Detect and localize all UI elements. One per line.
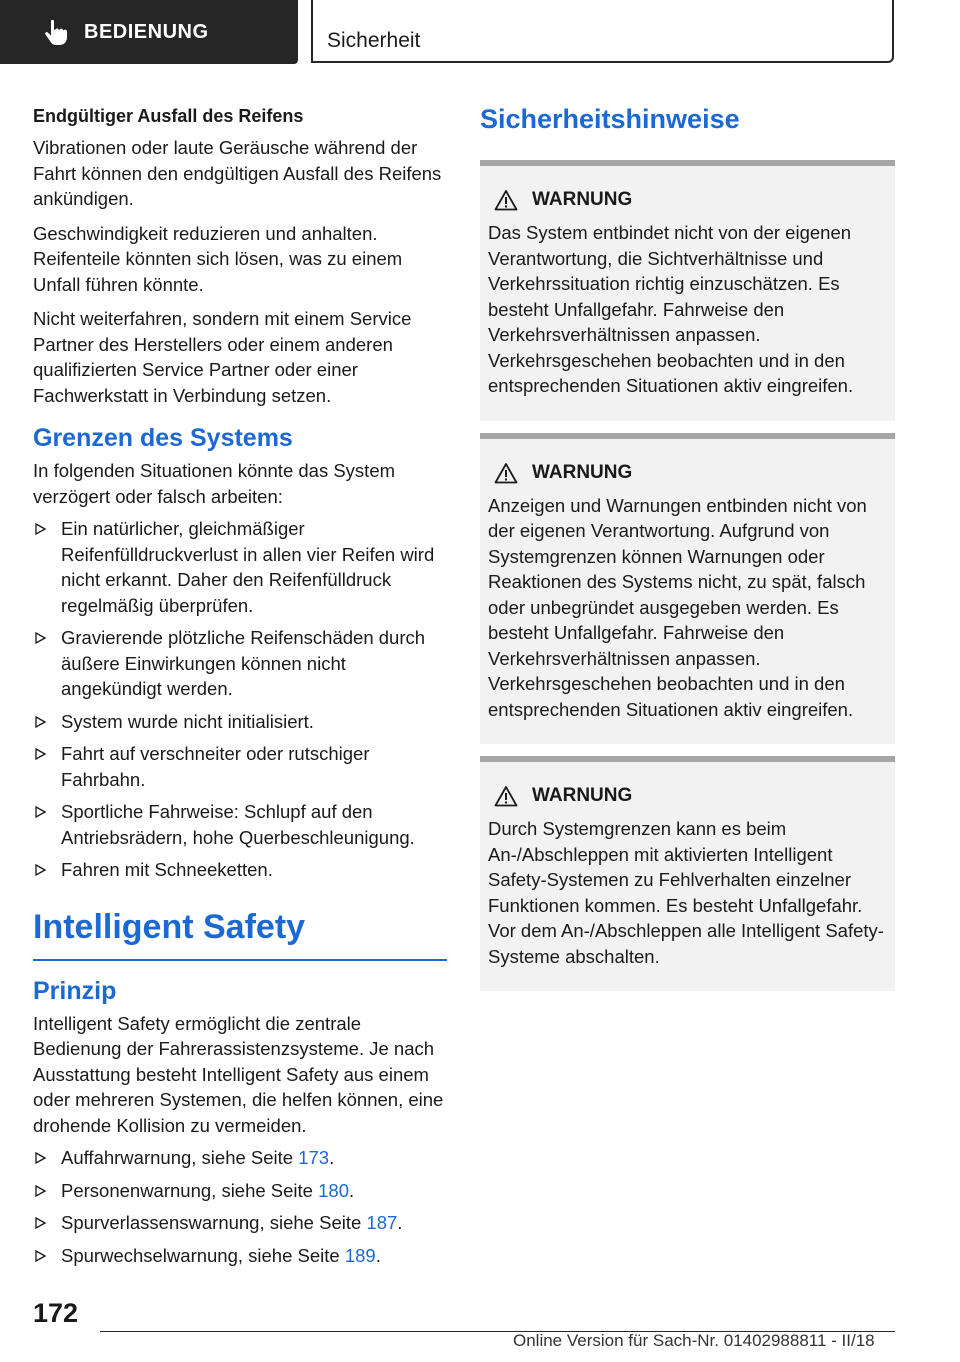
warning-triangle-icon <box>494 189 518 211</box>
chapter-tab-label: BEDIENUNG <box>84 20 209 43</box>
limits-heading: Grenzen des Systems <box>33 424 293 452</box>
page-link[interactable]: 189 <box>344 1244 376 1266</box>
triangle-bullet-icon <box>35 523 46 535</box>
list-item: Auffahrwarnung, siehe Seite 173. <box>33 1145 447 1171</box>
list-item: Ein natürlicher, gleichmäßiger Reifenfülldruckverlust in allen vier Reifen wird nicht erkannt. Daher den Reifenfülldruck regelmäßig überprüfen. <box>33 516 447 618</box>
warning-triangle-icon <box>494 462 518 484</box>
section-title: Sicherheit <box>327 29 421 52</box>
list-item: Gravierende plötzliche Reifenschäden durch äußere Einwirkungen können nicht angekündigt werden. <box>33 625 447 702</box>
failure-paragraph-3: Nicht weiterfahren, sondern mit einem Service Partner des Herstellers oder einem anderen qualifizierten Service Partner oder einer Fachwerkstatt in Verbindung setzen. <box>33 308 412 406</box>
left-column <box>33 104 447 1275</box>
warning-triangle-icon <box>494 785 518 807</box>
failure-paragraph-2: Geschwindigkeit reduzieren und anhalten. Reifenteile könnten sich lösen, was zu einem Unfall führen könnte. <box>33 222 403 295</box>
footer-online-version: Online Version für Sach-Nr. 01402988811 - II/18 <box>513 1331 875 1350</box>
warning-box <box>480 160 895 421</box>
triangle-bullet-icon <box>35 632 46 644</box>
warning-box <box>480 756 895 991</box>
failure-paragraph-1: Vibrationen oder laute Geräusche während der Fahrt können den endgültigen Ausfall des Reifens ankündigen. <box>33 137 442 209</box>
list-item: Sportliche Fahrweise: Schlupf auf den Antriebsrädern, hohe Querbeschleunigung. <box>33 799 447 850</box>
chapter-tab[interactable] <box>0 0 298 64</box>
warning-label: WARNUNG <box>532 189 633 210</box>
section-header <box>311 0 894 63</box>
triangle-bullet-icon <box>35 716 46 728</box>
limits-intro: In folgenden Situationen könnte das System verzögert oder falsch arbeiten: <box>33 460 396 507</box>
warning-label: WARNUNG <box>532 461 633 483</box>
right-column <box>480 100 895 1003</box>
list-item: System wurde nicht initialisiert. <box>33 709 447 735</box>
list-item: Spurverlassenswarnung, siehe Seite 187. <box>33 1210 447 1236</box>
hand-pointer-icon <box>40 17 70 47</box>
list-item: Fahren mit Schneeketten. <box>33 857 447 883</box>
triangle-bullet-icon <box>35 1185 46 1197</box>
reference-list <box>33 1145 447 1268</box>
list-item: Spurwechselwarnung, siehe Seite 189. <box>33 1243 447 1269</box>
failure-title: Endgültiger Ausfall des Reifens <box>33 106 304 126</box>
limits-list <box>33 516 447 883</box>
list-item: Personenwarnung, siehe Seite 180. <box>33 1178 447 1204</box>
warning-text: Anzeigen und Warnungen entbinden nicht von der eigenen Verantwortung. Aufgrund von Systemgrenzen können Warnungen oder Reaktionen des Systems nicht, zu spät, falsch oder unbegründet ausgegeben werden. Es besteht Unfallgefahr. Fahrweise den Verkehrsverhältnissen anpassen. Verkehrsgeschehen beobachten und in den entsprechenden Situationen aktiv eingreifen. <box>488 494 867 720</box>
triangle-bullet-icon <box>35 1152 46 1164</box>
warning-text: Das System entbindet nicht von der eigenen Verantwortung, die Sichtverhältnisse und Verkehrssituation richtig einzuschätzen. Es besteht Unfallgefahr. Fahrweise den Verkehrsverhältnissen anpassen. Verkehrsgeschehen beobachten und in den entsprechenden Situationen aktiv eingreifen. <box>488 222 854 396</box>
warning-text: Durch Systemgrenzen kann es beim An-/Abschleppen mit aktivierten Intelligent Safety-Systemen zu Fehlverhalten einzelner Funktionen kommen. Es besteht Unfallgefahr. Vor dem An-/Abschleppen alle Intelligent Safety-Systeme abschalten. <box>488 818 884 967</box>
triangle-bullet-icon <box>35 748 46 760</box>
intelligent-safety-heading: Intelligent Safety <box>33 907 306 946</box>
heading-rule <box>33 959 447 961</box>
triangle-bullet-icon <box>35 806 46 818</box>
page-link[interactable]: 187 <box>366 1212 398 1233</box>
principle-text: Intelligent Safety ermöglicht die zentrale Bedienung der Fahrerassistenzsysteme. Je nach Ausstattung besteht Intelligent Safety aus einem oder mehreren Systemen, die helfen können, eine drohende Kollision zu vermeiden. <box>33 1012 444 1136</box>
triangle-bullet-icon <box>35 1217 46 1229</box>
principle-heading: Prinzip <box>33 976 117 1005</box>
page-number: 172 <box>33 1298 79 1328</box>
safety-notes-heading: Sicherheitshinweise <box>480 104 740 134</box>
page-link[interactable]: 180 <box>318 1179 349 1201</box>
page-link[interactable]: 173 <box>298 1147 330 1168</box>
triangle-bullet-icon <box>35 1250 46 1262</box>
warning-label: WARNUNG <box>532 785 633 806</box>
warning-box <box>480 433 895 745</box>
triangle-bullet-icon <box>35 864 46 876</box>
list-item: Fahrt auf verschneiter oder rutschiger Fahrbahn. <box>33 741 447 792</box>
